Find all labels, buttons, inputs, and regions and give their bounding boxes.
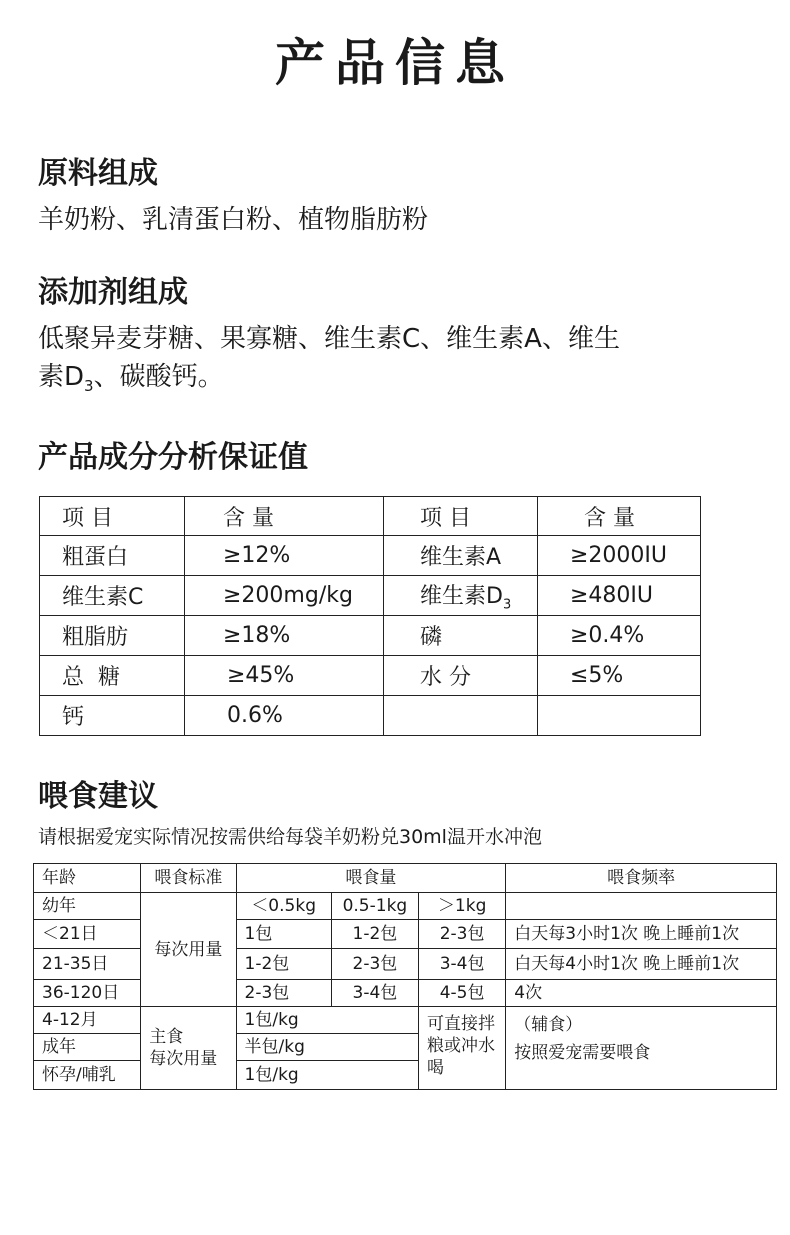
analysis-cell: 粗脂肪 (40, 616, 185, 656)
feeding-heading: 喂食建议 (38, 779, 158, 814)
adult-method: 可直接拌粮或冲水喝 (419, 1007, 506, 1090)
table-row (40, 536, 701, 576)
amount-cell: 半包/kg (236, 1034, 418, 1061)
analysis-header-item-2: 项 目 (384, 497, 538, 536)
age-cell: 成年 (34, 1034, 141, 1061)
weight-cell: ＜0.5kg (236, 893, 331, 920)
weight-cell: 0.5-1kg (331, 893, 418, 920)
age-cell: 幼年 (34, 893, 141, 920)
adult-freq-text: 按照爱宠需要喂食 (514, 1043, 651, 1063)
page-title: 产品信息 (275, 34, 515, 92)
table-row (40, 616, 701, 656)
analysis-header-amount-2: 含 量 (538, 497, 701, 536)
feeding-header-frequency: 喂食频率 (506, 864, 777, 893)
additives-line2-sub: 3 (84, 377, 94, 396)
age-cell: 36-120日 (34, 980, 141, 1007)
feeding-table (33, 863, 777, 1090)
analysis-cell: ≥2000IU (538, 536, 701, 576)
analysis-heading: 产品成分分析保证值 (38, 440, 308, 475)
ingredients-text: 羊奶粉、乳清蛋白粉、植物脂肪粉 (38, 205, 429, 235)
amount-cell: 2-3包 (419, 920, 506, 949)
amount-cell: 2-3包 (331, 949, 418, 980)
adult-freq-note: （辅食） (514, 1015, 583, 1035)
analysis-cell: 钙 (40, 696, 185, 736)
frequency-cell: 4次 (506, 980, 777, 1007)
weight-cell: ＞1kg (419, 893, 506, 920)
analysis-cell (384, 576, 538, 616)
amount-cell: 1-2包 (331, 920, 418, 949)
standard-main: 主食 每次用量 (141, 1007, 236, 1090)
table-row (40, 696, 701, 736)
analysis-cell (384, 696, 538, 736)
frequency-cell: 白天每3小时1次 晚上睡前1次 (506, 920, 777, 949)
amount-cell: 1包/kg (236, 1061, 418, 1090)
analysis-cell: 磷 (384, 616, 538, 656)
analysis-cell: ≥45% (185, 656, 384, 696)
additives-heading: 添加剂组成 (38, 275, 188, 310)
table-row (34, 1007, 777, 1034)
analysis-cell: 水 分 (384, 656, 538, 696)
feeding-header-amount: 喂食量 (236, 864, 506, 893)
analysis-cell: 0.6% (185, 696, 384, 736)
analysis-cell: ≥18% (185, 616, 384, 656)
vitd-label: 维生素D (420, 583, 503, 609)
additives-line1: 低聚异麦芽糖、果寡糖、维生素C、维生素A、维生 (38, 324, 620, 354)
frequency-cell: 白天每4小时1次 晚上睡前1次 (506, 949, 777, 980)
analysis-header-item: 项 目 (40, 497, 185, 536)
amount-cell: 4-5包 (419, 980, 506, 1007)
amount-cell: 1-2包 (236, 949, 331, 980)
analysis-cell: 维生素A (384, 536, 538, 576)
analysis-cell (538, 696, 701, 736)
age-cell: 4-12月 (34, 1007, 141, 1034)
analysis-cell: 维生素C (40, 576, 185, 616)
analysis-cell: ≥12% (185, 536, 384, 576)
additives-text (38, 320, 620, 405)
standard-per-use: 每次用量 (141, 893, 236, 1007)
adult-frequency (506, 1007, 777, 1090)
analysis-cell: ≥200mg/kg (185, 576, 384, 616)
additives-line2-prefix: 素D (38, 362, 85, 392)
amount-cell: 1包/kg (236, 1007, 418, 1034)
ingredients-heading: 原料组成 (38, 156, 158, 191)
analysis-header-amount: 含 量 (185, 497, 384, 536)
analysis-cell: ≥480IU (538, 576, 701, 616)
table-row (40, 656, 701, 696)
age-cell: 21-35日 (34, 949, 141, 980)
feeding-header-standard: 喂食标准 (141, 864, 236, 893)
additives-line2-suffix: 、碳酸钙。 (93, 362, 224, 392)
feeding-header-row (34, 864, 777, 893)
analysis-cell: 粗蛋白 (40, 536, 185, 576)
feeding-header-age: 年龄 (34, 864, 141, 893)
feeding-intro: 请根据爱宠实际情况按需供给每袋羊奶粉兑30ml温开水冲泡 (38, 826, 542, 848)
analysis-cell: ≥0.4% (538, 616, 701, 656)
table-row (40, 576, 701, 616)
analysis-cell: 总 糖 (40, 656, 185, 696)
analysis-cell: ≤5% (538, 656, 701, 696)
age-cell: ＜21日 (34, 920, 141, 949)
table-row (34, 893, 777, 920)
vitd-sub: 3 (502, 597, 512, 613)
analysis-table (39, 496, 701, 736)
amount-cell: 2-3包 (236, 980, 331, 1007)
analysis-header-row (40, 497, 701, 536)
amount-cell: 3-4包 (419, 949, 506, 980)
amount-cell: 1包 (236, 920, 331, 949)
age-cell: 怀孕/哺乳 (34, 1061, 141, 1090)
amount-cell: 3-4包 (331, 980, 418, 1007)
frequency-cell (506, 893, 777, 920)
